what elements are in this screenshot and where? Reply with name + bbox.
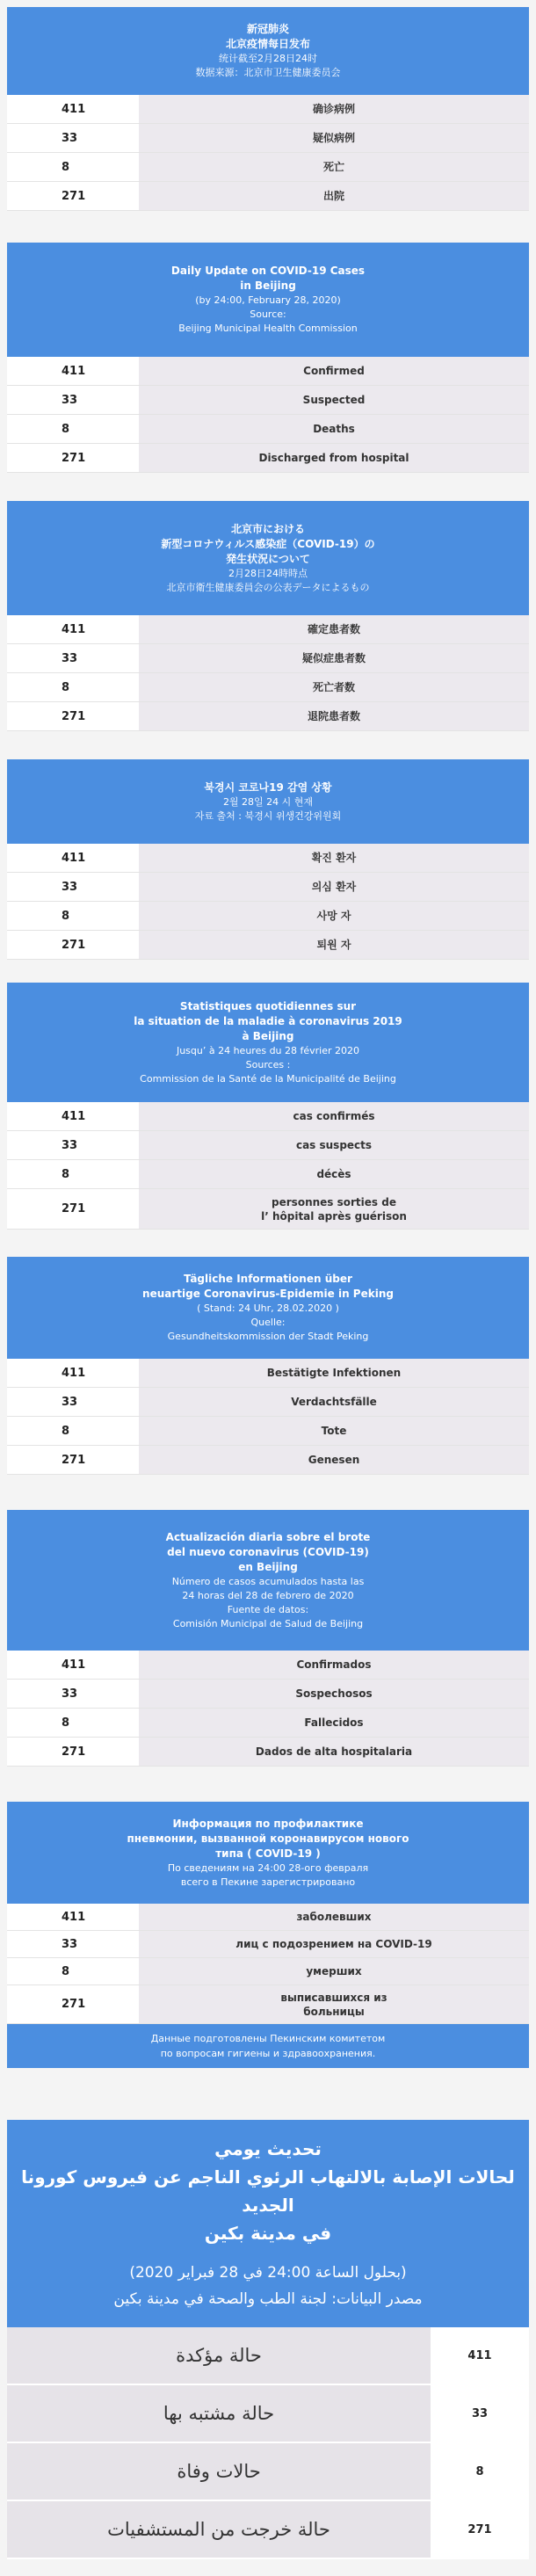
source-note: Данные подготовлены Пекинским комитетом по вопросам гигиены и здравоохранения. (7, 2024, 529, 2068)
case-count: 8 (62, 909, 70, 923)
section-arabic (7, 2120, 529, 2559)
section-russian (7, 1802, 529, 2068)
table-row (7, 95, 529, 124)
case-label: Bestätigte Infektionen (139, 1359, 529, 1387)
case-count: 33 (7, 124, 139, 152)
case-count: 411 (62, 1910, 86, 1924)
header-line: لحالات الإصابة بالالتهاب الرئوي الناجم عن فيروس كورونا الجديد (21, 2166, 515, 2216)
header-line: 数据来源：北京市卫生健康委员会 (195, 67, 341, 78)
case-count: 8 (62, 1716, 70, 1730)
section-japanese (7, 501, 529, 731)
table-row (7, 2501, 529, 2559)
table-row (7, 2443, 529, 2501)
header-line: Quelle: (250, 1317, 286, 1328)
header-line: Statistiques quotidiennes sur (179, 999, 357, 1012)
case-label: 出院 (139, 182, 529, 210)
case-count: 411 (431, 2327, 529, 2384)
case-label: cas suspects (139, 1131, 529, 1159)
case-label: 확진 환자 (139, 844, 529, 872)
header-line: 北京市衛生健康委員会の公表データによるもの (166, 581, 370, 593)
case-count: 33 (7, 1931, 139, 1957)
table-row (7, 1931, 529, 1958)
table-row (7, 182, 529, 211)
table-row (7, 444, 529, 473)
section-korean (7, 759, 529, 960)
table-row (7, 1131, 529, 1160)
case-label: заболевших (139, 1904, 529, 1930)
header-line: Sources : (245, 1058, 291, 1070)
header-line: типа ( COVID-19 ) (215, 1847, 321, 1860)
header-line: Daily Update on COVID-19 Cases (170, 265, 366, 277)
table-row (7, 386, 529, 415)
case-count: 271 (7, 182, 139, 210)
table-row (7, 2327, 529, 2385)
header-line: del nuevo coronavirus (COVID-19) (167, 1545, 369, 1558)
table-row (7, 357, 529, 386)
case-count: 271 (7, 1985, 139, 2023)
case-label: умерших (139, 1958, 529, 1985)
header-line: 24 horas del 28 de febrero de 2020 (182, 1589, 354, 1601)
table-row (7, 1446, 529, 1475)
header-line: 统计截至2月28日24时 (219, 53, 317, 64)
case-count: 8 (62, 422, 70, 436)
case-count: 411 (62, 1658, 86, 1672)
case-count: 411 (62, 1109, 86, 1123)
header-line: Source: (250, 308, 286, 320)
case-count: 271 (7, 1446, 139, 1474)
case-count: 33 (7, 1388, 139, 1416)
header-line: (بحلول الساعة 24:00 في 28 فبراير 2020) (129, 2264, 407, 2282)
section-header (7, 1510, 529, 1651)
case-count: 271 (7, 1189, 139, 1229)
table-row (7, 153, 529, 182)
table-row (7, 615, 529, 644)
case-label: 사망 자 (139, 902, 529, 930)
header-line: in Beijing (240, 279, 296, 292)
case-count: 8 (62, 1424, 70, 1438)
section-header (7, 983, 529, 1102)
header-line: Tägliche Informationen über (184, 1273, 352, 1285)
header-line: 자료 출처 : 북경시 위생건강위원회 (194, 809, 342, 822)
case-label: 死亡 (139, 153, 529, 181)
section-french (7, 983, 529, 1230)
table-row (7, 1189, 529, 1230)
header-line: 2월 28일 24 시 현재 (222, 795, 314, 808)
header-line: (by 24:00, February 28, 2020) (195, 294, 341, 306)
table-row (7, 1651, 529, 1680)
case-label: 退院患者数 (139, 702, 529, 730)
section-english (7, 243, 529, 473)
header-line: Commission de la Santé de la Municipalité de Beijing (140, 1072, 396, 1085)
table-row (7, 931, 529, 960)
case-label: Confirmed (139, 357, 529, 385)
section-header (7, 1802, 529, 1904)
case-label: 确诊病例 (139, 95, 529, 123)
table-row (7, 1738, 529, 1767)
case-count: 8 (62, 1964, 70, 1978)
case-count: 33 (7, 873, 139, 901)
header-line: la situation de la maladie à coronavirus 2019 (134, 1014, 402, 1027)
header-line: Fuente de datos: (227, 1603, 309, 1615)
section-chinese (7, 7, 529, 211)
section-spanish (7, 1510, 529, 1767)
case-count: 271 (7, 702, 139, 730)
header-line: في مدينة بكين (204, 2223, 332, 2244)
header-line: ( Stand: 24 Uhr, 28.02.2020 ) (197, 1303, 339, 1314)
case-label: personnes sorties de l’ hôpital après guérison (139, 1189, 529, 1229)
case-count: 411 (62, 1366, 86, 1380)
table-row (7, 644, 529, 673)
table-row (7, 1904, 529, 1931)
table-row (7, 1102, 529, 1131)
case-count: 8 (431, 2443, 529, 2500)
case-label: 疑似病例 (139, 124, 529, 152)
section-header (7, 759, 529, 844)
table-row (7, 702, 529, 731)
case-label: Deaths (139, 415, 529, 443)
case-label: Genesen (139, 1446, 529, 1474)
case-count: 271 (7, 444, 139, 472)
case-count: 33 (7, 644, 139, 672)
case-label: cas confirmés (139, 1102, 529, 1130)
case-count: 33 (7, 386, 139, 414)
case-label: 疑似症患者数 (139, 644, 529, 672)
case-count: 411 (62, 102, 86, 116)
case-count: 271 (7, 1738, 139, 1766)
case-label: Dados de alta hospitalaria (139, 1738, 529, 1766)
header-line: Gesundheitskommission der Stadt Peking (167, 1331, 369, 1342)
header-line: 北京疫情每日发布 (225, 38, 310, 50)
header-line: Информация по профилактике (172, 1817, 364, 1830)
case-label: 의심 환자 (139, 873, 529, 901)
header-line: neuartige Coronavirus-Epidemie in Peking (142, 1288, 394, 1300)
case-count: 271 (431, 2501, 529, 2558)
section-header (7, 2120, 529, 2327)
case-count: 8 (62, 1167, 70, 1181)
case-label: Sospechosos (139, 1680, 529, 1708)
case-label: Suspected (139, 386, 529, 414)
section-header (7, 7, 529, 95)
case-label: Tote (139, 1417, 529, 1445)
table-row (7, 1359, 529, 1388)
section-header (7, 243, 529, 357)
table-row (7, 2385, 529, 2443)
table-row (7, 1160, 529, 1189)
header-line: 発生状況について (226, 552, 310, 565)
case-count: 33 (431, 2385, 529, 2442)
case-label: Confirmados (139, 1651, 529, 1679)
section-header (7, 1257, 529, 1359)
header-line: 新冠肺炎 (246, 23, 289, 35)
header-line: Actualización diaria sobre el brote (165, 1530, 371, 1543)
section-german (7, 1257, 529, 1475)
section-header (7, 501, 529, 615)
case-count: 8 (62, 160, 70, 174)
table-row (7, 1709, 529, 1738)
table-row (7, 1985, 529, 2024)
table-row (7, 415, 529, 444)
case-label: 퇴원 자 (139, 931, 529, 959)
header-line: Beijing Municipal Health Commission (178, 323, 358, 334)
header-line: По сведениям на 24:00 28-ого февраля (167, 1861, 369, 1874)
header-line: مصدر البيانات: لجنة الطب والصحة في مدينة بكين (113, 2290, 423, 2308)
case-label: حالة مشتبه بها (7, 2385, 431, 2442)
case-count: 8 (62, 680, 70, 694)
table-row (7, 673, 529, 702)
case-label: лиц с подозрением на COVID-19 (139, 1931, 529, 1957)
case-count: 271 (7, 931, 139, 959)
case-label: 確定患者数 (139, 615, 529, 643)
table-row (7, 124, 529, 153)
header-line: 新型コロナウィルス感染症（COVID-19）の (161, 537, 375, 550)
header-line: تحديث يومي (214, 2138, 322, 2159)
header-line: 2月28日24時時点 (228, 567, 308, 579)
header-line: à Beijing (242, 1029, 294, 1042)
case-label: décès (139, 1160, 529, 1188)
header-line: Número de casos acumulados hasta las (171, 1575, 365, 1587)
case-count: 33 (7, 1680, 139, 1708)
case-label: حالات وفاة (7, 2443, 431, 2500)
table-row (7, 1417, 529, 1446)
case-count: 411 (62, 622, 86, 636)
case-count: 33 (7, 1131, 139, 1159)
case-label: Verdachtsfälle (139, 1388, 529, 1416)
header-line: всего в Пекине зарегистрировано (180, 1876, 356, 1888)
case-label: حالة خرجت من المستشفيات (7, 2501, 431, 2558)
header-line: 북경시 코로나19 감염 상황 (204, 780, 332, 794)
case-label: Fallecidos (139, 1709, 529, 1737)
case-count: 411 (62, 364, 86, 378)
table-row (7, 844, 529, 873)
case-label: Discharged from hospital (139, 444, 529, 472)
header-line: Jusqu’ à 24 heures du 28 février 2020 (176, 1044, 360, 1056)
table-row (7, 873, 529, 902)
table-row (7, 1680, 529, 1709)
header-line: 北京市における (230, 522, 305, 535)
header-line: Comisión Municipal de Salud de Beijing (172, 1617, 364, 1629)
case-count: 411 (62, 851, 86, 865)
case-label: 死亡者数 (139, 673, 529, 701)
case-label: выписавшихся из больницы (139, 1985, 529, 2023)
header-line: en Beijing (238, 1560, 298, 1573)
table-row (7, 902, 529, 931)
table-row (7, 1958, 529, 1985)
table-row (7, 1388, 529, 1417)
header-line: пневмонии, вызванной коронавирусом нового (127, 1832, 409, 1845)
case-label: حالة مؤكدة (7, 2327, 431, 2384)
